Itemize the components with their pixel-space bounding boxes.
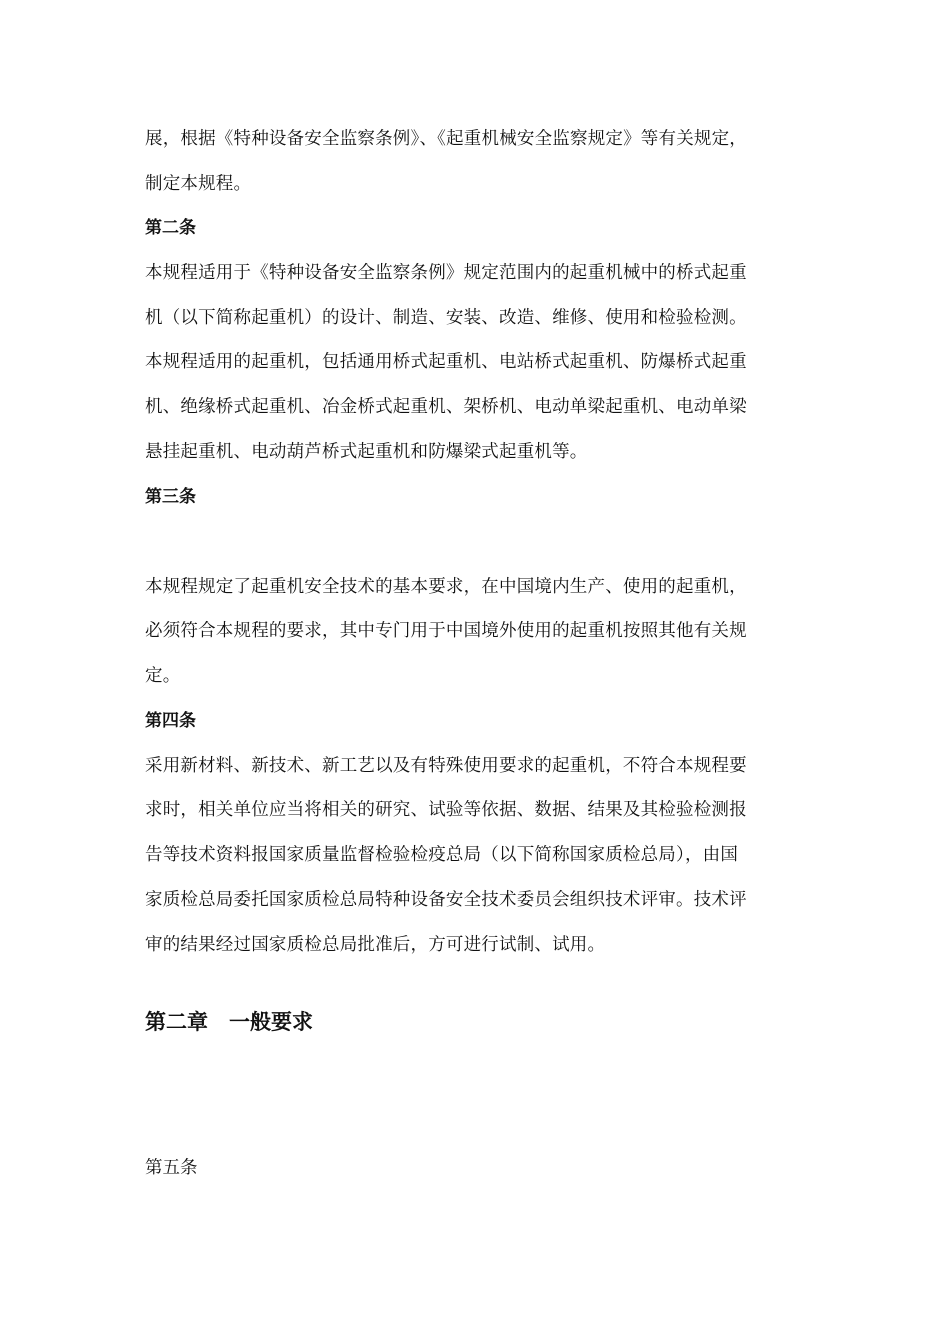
article-2-line-3: 本规程适用的起重机，包括通用桥式起重机、电站桥式起重机、防爆桥式起重 xyxy=(145,352,747,372)
article-4-line-1: 采用新材料、新技术、新工艺以及有特殊使用要求的起重机，不符合本规程要 xyxy=(145,756,747,776)
article-2-line-1: 本规程适用于《特种设备安全监察条例》规定范围内的起重机械中的桥式起重 xyxy=(145,263,747,283)
intro-line-2: 制定本规程。 xyxy=(145,174,252,194)
article-2-heading: 第二条 xyxy=(145,218,196,238)
chapter-2-title: 第二章 一般要求 xyxy=(145,1010,313,1034)
article-3-heading: 第三条 xyxy=(145,487,196,507)
article-4-line-5: 审的结果经过国家质检总局批准后，方可进行试制、试用。 xyxy=(145,935,606,955)
article-4-heading: 第四条 xyxy=(145,711,196,731)
article-2-line-2: 机（以下简称起重机）的设计、制造、安装、改造、维修、使用和检验检测。 xyxy=(145,308,747,328)
article-2-line-5: 悬挂起重机、电动葫芦桥式起重机和防爆梁式起重机等。 xyxy=(145,442,588,462)
article-5-heading: 第五条 xyxy=(145,1158,198,1178)
article-3-line-2: 必须符合本规程的要求，其中专门用于中国境外使用的起重机按照其他有关规 xyxy=(145,621,747,641)
article-2-line-4: 机、绝缘桥式起重机、冶金桥式起重机、架桥机、电动单梁起重机、电动单梁 xyxy=(145,397,747,417)
article-3-line-3: 定。 xyxy=(145,666,181,686)
article-4-line-2: 求时，相关单位应当将相关的研究、试验等依据、数据、结果及其检验检测报 xyxy=(145,800,747,820)
article-4-line-3: 告等技术资料报国家质量监督检验检疫总局（以下简称国家质检总局），由国 xyxy=(145,845,739,865)
article-4-line-4: 家质检总局委托国家质检总局特种设备安全技术委员会组织技术评审。技术评 xyxy=(145,890,747,910)
article-3-line-1: 本规程规定了起重机安全技术的基本要求，在中国境内生产、使用的起重机， xyxy=(145,577,747,597)
intro-line-1: 展，根据《特种设备安全监察条例》、《起重机械安全监察规定》等有关规定， xyxy=(145,129,747,149)
